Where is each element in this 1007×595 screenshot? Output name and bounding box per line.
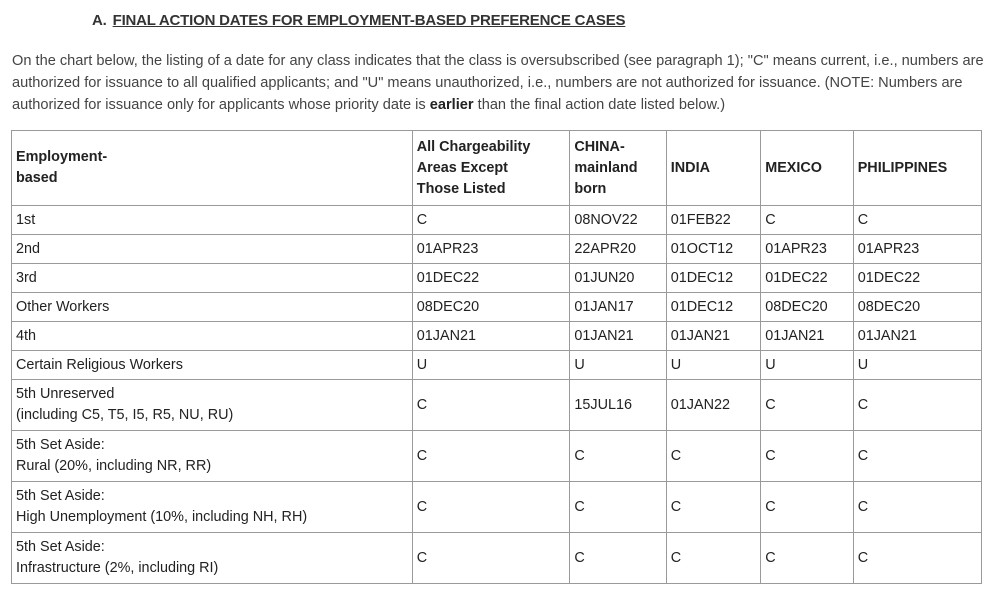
header-line: mainland xyxy=(574,159,638,176)
category-cell xyxy=(12,380,413,431)
category-cell xyxy=(12,322,413,351)
date-cell: C xyxy=(666,431,760,482)
category-line: Certain Religious Workers xyxy=(16,356,183,373)
category-line: Other Workers xyxy=(16,298,110,315)
table-row xyxy=(12,533,982,584)
date-cell: C xyxy=(412,482,570,533)
intro-text-end: than the final action date listed below.) xyxy=(473,97,726,113)
date-cell: 01OCT12 xyxy=(666,235,760,264)
date-cell: C xyxy=(853,206,981,235)
date-cell: C xyxy=(761,533,853,584)
date-cell: U xyxy=(761,351,853,380)
header-line: born xyxy=(574,180,607,197)
date-cell: 01APR23 xyxy=(412,235,570,264)
date-cell: C xyxy=(761,206,853,235)
date-cell: 01DEC12 xyxy=(666,293,760,322)
date-cell: 01JAN21 xyxy=(853,322,981,351)
category-cell xyxy=(12,293,413,322)
date-cell: C xyxy=(666,482,760,533)
date-cell: 08DEC20 xyxy=(412,293,570,322)
table-row xyxy=(12,293,982,322)
category-line: Infrastructure (2%, including RI) xyxy=(16,560,219,576)
date-cell: U xyxy=(570,351,666,380)
date-cell: C xyxy=(412,431,570,482)
date-cell: C xyxy=(570,533,666,584)
category-line: 3rd xyxy=(16,269,37,286)
header-line: Those Listed xyxy=(416,180,506,197)
category-cell xyxy=(12,482,413,533)
date-cell: 08NOV22 xyxy=(570,206,666,235)
date-cell: 01JAN21 xyxy=(412,322,570,351)
category-line: 5th Set Aside: xyxy=(16,437,105,453)
table-row xyxy=(12,235,982,264)
table-row xyxy=(12,322,982,351)
date-cell: 01JAN21 xyxy=(570,322,666,351)
header-line: All Chargeability xyxy=(416,138,531,155)
date-cell: C xyxy=(570,431,666,482)
date-cell: 01FEB22 xyxy=(666,206,760,235)
date-cell: 01JUN20 xyxy=(570,264,666,293)
category-line: 1st xyxy=(16,211,36,228)
header-line: PHILIPPINES xyxy=(857,159,948,176)
final-action-dates-table xyxy=(11,130,982,584)
date-cell: 01DEC22 xyxy=(853,264,981,293)
date-cell: C xyxy=(761,431,853,482)
category-line: (including C5, T5, I5, R5, NU, RU) xyxy=(16,407,234,423)
header-line: INDIA xyxy=(670,159,710,176)
intro-paragraph xyxy=(12,50,987,116)
category-line: High Unemployment (10%, including NH, RH) xyxy=(16,509,308,525)
date-cell: 01APR23 xyxy=(761,235,853,264)
header-india xyxy=(666,131,760,206)
date-cell: 15JUL16 xyxy=(570,380,666,431)
date-cell: C xyxy=(853,431,981,482)
date-cell: 01JAN22 xyxy=(666,380,760,431)
section-title: FINAL ACTION DATES FOR EMPLOYMENT-BASED PREFERENCE CASES xyxy=(112,12,626,29)
category-cell xyxy=(12,533,413,584)
date-cell: C xyxy=(570,482,666,533)
header-line: CHINA- xyxy=(574,138,625,155)
date-cell: 01DEC22 xyxy=(761,264,853,293)
date-cell: 01DEC12 xyxy=(666,264,760,293)
header-line: Areas Except xyxy=(416,159,508,176)
category-cell xyxy=(12,264,413,293)
category-cell xyxy=(12,235,413,264)
header-line: MEXICO xyxy=(765,159,822,176)
date-cell: C xyxy=(853,482,981,533)
intro-bold-word: earlier xyxy=(429,97,474,113)
date-cell: C xyxy=(412,380,570,431)
section-prefix: A. xyxy=(92,12,107,29)
date-cell: 01APR23 xyxy=(853,235,981,264)
date-cell: C xyxy=(666,533,760,584)
date-cell: U xyxy=(853,351,981,380)
date-cell: 01JAN17 xyxy=(570,293,666,322)
table-row xyxy=(12,264,982,293)
date-cell: U xyxy=(412,351,570,380)
category-line: Rural (20%, including NR, RR) xyxy=(16,458,212,474)
date-cell: 01JAN21 xyxy=(761,322,853,351)
header-employment-based xyxy=(12,131,413,206)
date-cell: 22APR20 xyxy=(570,235,666,264)
date-cell: C xyxy=(412,206,570,235)
table-row xyxy=(12,431,982,482)
date-cell: 08DEC20 xyxy=(853,293,981,322)
header-mexico xyxy=(761,131,853,206)
header-all-chargeability xyxy=(412,131,570,206)
date-cell: 01DEC22 xyxy=(412,264,570,293)
header-row xyxy=(12,131,982,206)
table-row xyxy=(12,380,982,431)
date-cell: C xyxy=(853,380,981,431)
date-cell: 01JAN21 xyxy=(666,322,760,351)
date-cell: U xyxy=(666,351,760,380)
header-china xyxy=(570,131,666,206)
category-cell xyxy=(12,206,413,235)
date-cell: 08DEC20 xyxy=(761,293,853,322)
header-line: based xyxy=(16,170,58,186)
intro-text: On the chart below, the listing of a date for any class indicates that the class is oversubscribed (see paragraph 1); "C" means current, i.e., numbers are authorized for issuance to all qualified applicants; and "U" means unauthorized, i.e., numbers are not authorized for issuance. (NOTE: Numbers are authorized for issuance only for applicants whose priority date is xyxy=(12,53,984,113)
category-line: 5th Unreserved xyxy=(16,386,115,402)
date-cell: C xyxy=(853,533,981,584)
table-row xyxy=(12,482,982,533)
date-cell: C xyxy=(761,380,853,431)
category-cell xyxy=(12,351,413,380)
header-philippines xyxy=(853,131,981,206)
category-line: 5th Set Aside: xyxy=(16,539,105,555)
category-line: 2nd xyxy=(16,240,41,257)
category-line: 5th Set Aside: xyxy=(16,488,105,504)
date-cell: C xyxy=(412,533,570,584)
table-row xyxy=(12,351,982,380)
date-cell: C xyxy=(761,482,853,533)
table-row xyxy=(12,206,982,235)
header-line: Employment- xyxy=(16,149,108,165)
category-cell xyxy=(12,431,413,482)
table-body xyxy=(12,206,982,584)
category-line: 4th xyxy=(16,327,37,344)
section-heading xyxy=(92,12,625,29)
